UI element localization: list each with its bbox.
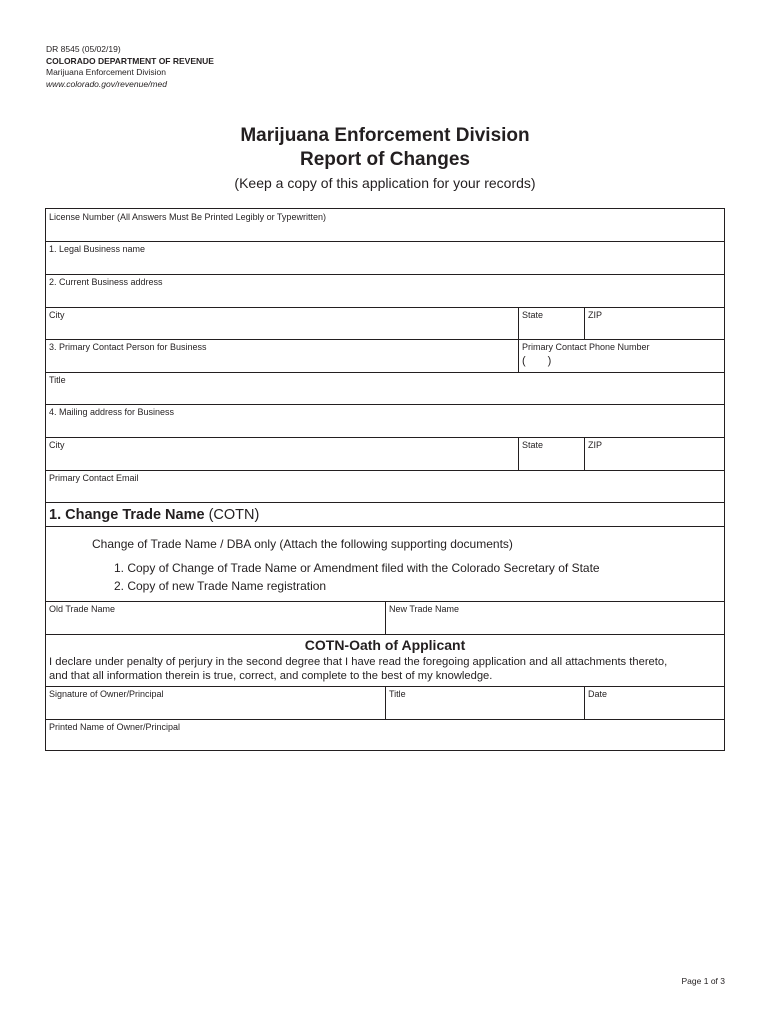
state-field[interactable]: State [522,440,544,450]
divider [46,502,724,503]
divider [385,686,386,719]
paren-close: ) [547,355,552,367]
primary-contact-person-field[interactable]: 3. Primary Contact Person for Business [49,342,207,352]
date-field[interactable]: Date [588,689,608,699]
state-field[interactable]: State [522,310,544,320]
divider [46,437,724,438]
divider [46,241,724,242]
oath-heading: COTN-Oath of Applicant [304,637,466,653]
document-item-2: 2. Copy of new Trade Name registration [114,579,327,593]
form-code: DR 8545 (05/02/19) [46,44,121,54]
license-number-field[interactable]: License Number (All Answers Must Be Printed Legibly or Typewritten) [49,212,326,222]
oath-statement: I declare under penalty of perjury in the second degree that I have read the foregoing application and all attachments thereto, and that all information therein is true, correct, and complete to the best of my knowledge. [49,656,668,682]
divider [46,274,724,275]
title-field[interactable]: Title [49,375,66,385]
divider [46,339,724,340]
website: www.colorado.gov/revenue/med [46,78,167,89]
title-line-2: Report of Changes [300,149,470,170]
primary-contact-email-field[interactable]: Primary Contact Email [49,473,139,483]
divider [46,307,724,308]
phone-area-code [522,355,551,367]
title-line-1: Marijuana Enforcement Division [240,125,530,146]
zip-field[interactable]: ZIP [588,310,603,320]
signature-field[interactable]: Signature of Owner/Principal [49,689,164,699]
section-title: 1. Change Trade Name [49,507,205,523]
divider [518,437,519,470]
divider [46,719,724,720]
current-business-address-field[interactable]: 2. Current Business address [49,277,163,287]
printed-name-field[interactable]: Printed Name of Owner/Principal [49,722,181,732]
legal-business-name-field[interactable]: 1. Legal Business name [49,244,146,254]
mailing-address-field[interactable]: 4. Mailing address for Business [49,407,175,417]
divider [46,634,724,635]
document-title [0,124,770,194]
report-form [45,208,725,751]
document-item-1: 1. Copy of Change of Trade Name or Amendment filed with the Colorado Secretary of State [114,561,600,575]
city-field[interactable]: City [49,310,65,320]
page-number: Page 1 of 3 [681,976,725,986]
divider [584,686,585,719]
divider [46,526,724,527]
divider [46,372,724,373]
primary-contact-phone-field[interactable]: Primary Contact Phone Number [522,342,650,352]
divider [584,437,585,470]
new-trade-name-field[interactable]: New Trade Name [389,604,460,614]
division-name: Marijuana Enforcement Division [46,67,166,78]
city-field[interactable]: City [49,440,65,450]
old-trade-name-field[interactable]: Old Trade Name [49,604,116,614]
divider [584,307,585,339]
form-header [46,44,214,90]
department-name: COLORADO DEPARTMENT OF REVENUE [46,55,214,66]
divider [385,601,386,634]
section-heading [49,506,259,524]
divider [46,404,724,405]
zip-field[interactable]: ZIP [588,440,603,450]
paren-open: ( [522,355,526,367]
section-code: (COTN) [208,507,260,523]
title-subtitle: (Keep a copy of this application for your records) [234,175,536,191]
section-instruction: Change of Trade Name / DBA only (Attach the following supporting documents) [92,537,513,551]
divider [46,470,724,471]
divider [518,307,519,372]
oath-title-field[interactable]: Title [389,689,406,699]
